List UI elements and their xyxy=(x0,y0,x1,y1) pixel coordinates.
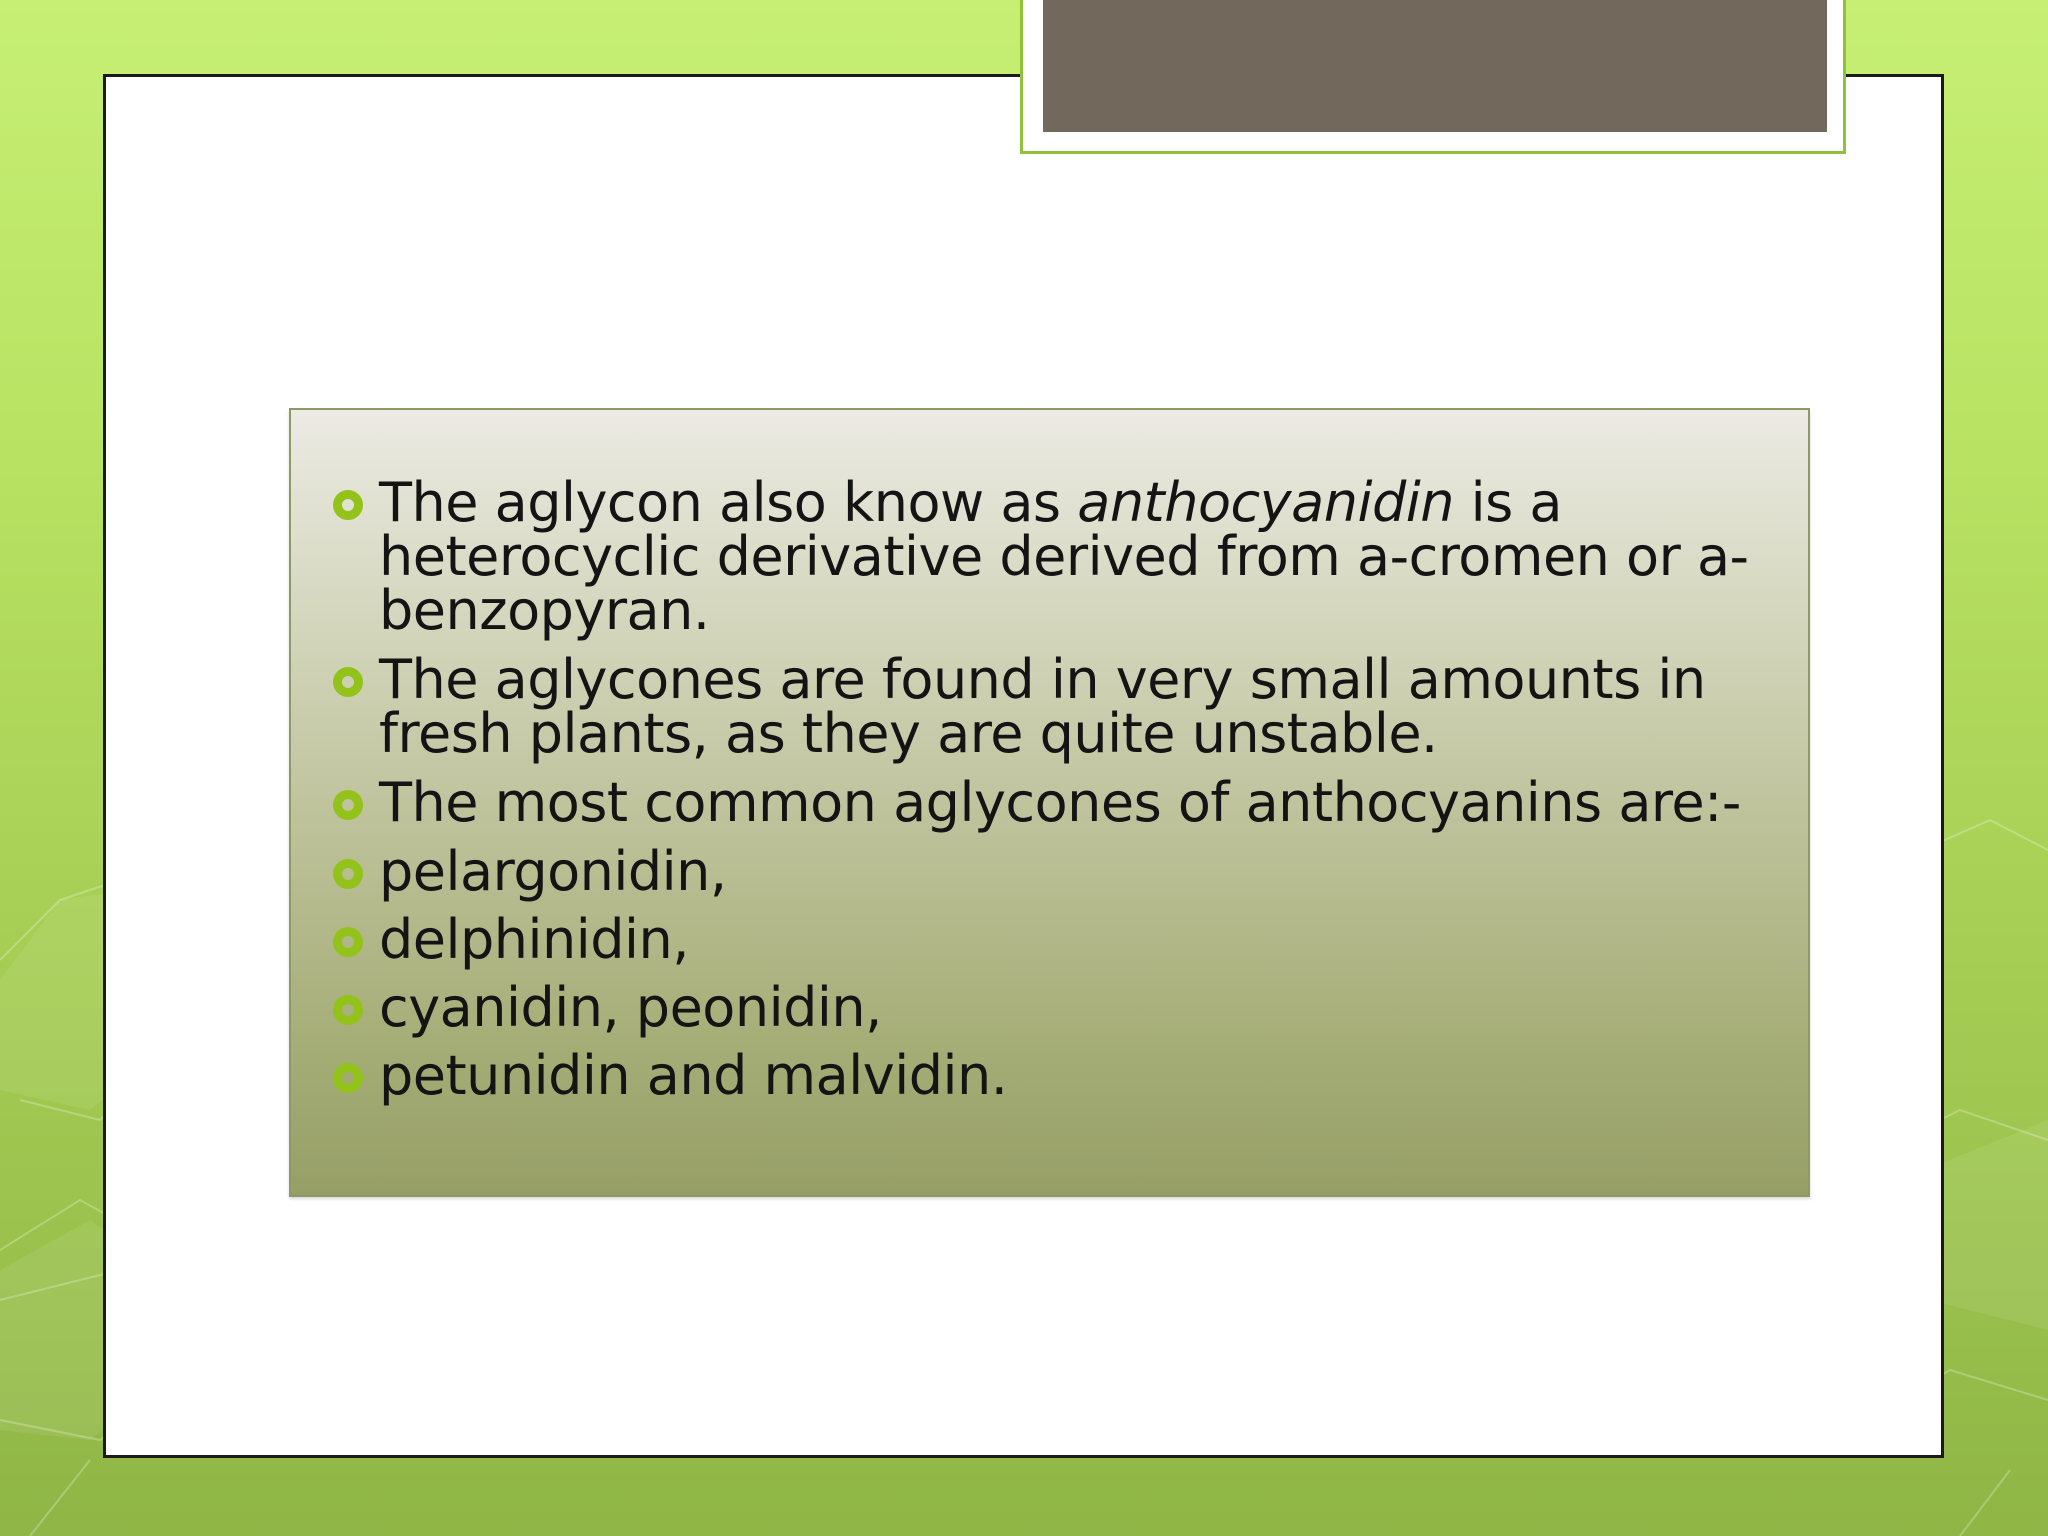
ring-bullet-icon xyxy=(333,859,363,889)
bullet-item-delphinidin xyxy=(330,908,1780,971)
title-placeholder-block xyxy=(1043,0,1827,132)
ring-bullet-icon xyxy=(333,1063,363,1093)
bullet-text: The aglycones are found in very small amounts in fresh plants, as they are quite unstable. xyxy=(379,648,1706,765)
bullet-text-italic: anthocyanidin xyxy=(1077,471,1454,534)
ring-bullet-icon xyxy=(333,790,363,820)
bullet-text: The most common aglycones of anthocyanins are:- xyxy=(379,771,1741,834)
bullet-item-petunidin-malvidin xyxy=(330,1044,1780,1107)
bullet-item-aglycon xyxy=(330,471,1780,642)
bullet-text: pelargonidin, xyxy=(379,840,727,903)
bullet-text: petunidin and malvidin. xyxy=(379,1044,1008,1107)
title-placeholder-frame xyxy=(1020,0,1846,154)
bullet-list xyxy=(330,471,1780,1117)
bullet-item-common-aglycones xyxy=(330,771,1780,834)
bullet-item-aglycones-stability xyxy=(330,648,1780,765)
bullet-text-box xyxy=(289,408,1810,1197)
ring-bullet-icon xyxy=(333,667,363,697)
ring-bullet-icon xyxy=(333,995,363,1025)
bullet-text-part: is a heterocyclic derivative derived from a-cromen or a-benzopyran. xyxy=(379,471,1749,642)
bullet-text: delphinidin, xyxy=(379,908,689,971)
bullet-text: cyanidin, peonidin, xyxy=(379,976,882,1039)
ring-bullet-icon xyxy=(333,490,363,520)
bullet-item-pelargonidin xyxy=(330,840,1780,903)
ring-bullet-icon xyxy=(333,927,363,957)
bullet-text-part: The aglycon also know as xyxy=(379,471,1078,534)
bullet-item-cyanidin-peonidin xyxy=(330,976,1780,1039)
